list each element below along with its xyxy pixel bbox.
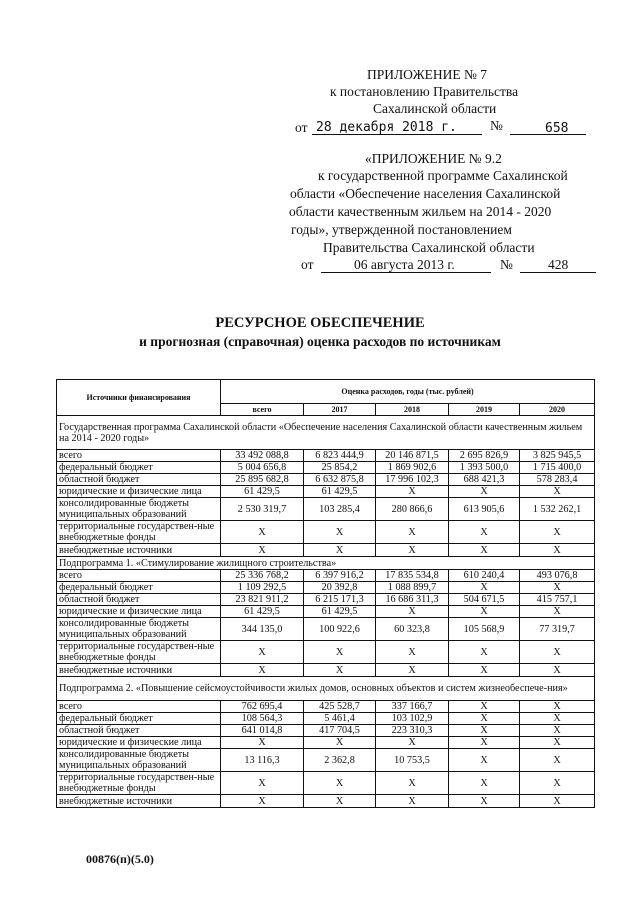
row-label: внебюджетные источники (57, 664, 221, 677)
row-value: Х (520, 701, 595, 713)
row-value: Х (376, 544, 449, 557)
row-value: Х (520, 582, 595, 594)
date-underline (312, 134, 482, 135)
header-col-2020: 2020 (520, 404, 595, 416)
row-value: 1 393 500,0 (449, 462, 520, 474)
row-value: 578 283,4 (520, 474, 595, 486)
row-value: 25 336 768,2 (221, 570, 304, 582)
document-title: РЕСУРСНОЕ ОБЕСПЕЧЕНИЕ (215, 315, 425, 331)
row-value: 6 397 916,2 (304, 570, 376, 582)
row-value: Х (449, 713, 520, 725)
row-label: всего (57, 701, 221, 713)
row-value: 1 109 292,5 (221, 582, 304, 594)
row-value: 417 704,5 (304, 725, 376, 737)
row-value: Х (520, 737, 595, 749)
row-value: 2 530 319,7 (221, 498, 304, 521)
appendix-7-number: 658 (545, 121, 569, 136)
row-value: 103 285,4 (304, 498, 376, 521)
row-value: 1 532 262,1 (520, 498, 595, 521)
table-row (57, 795, 595, 808)
appendix-92-line2: к государственной программе Сахалинской (318, 168, 568, 183)
row-label: юридические и физические лица (57, 606, 221, 618)
table-row (57, 772, 595, 795)
document-code: 00876(п)(5.0) (86, 852, 154, 866)
row-value: Х (221, 795, 304, 808)
appendix-92-num-label: № (500, 257, 513, 272)
row-value: Х (449, 641, 520, 664)
row-value: Х (376, 795, 449, 808)
row-value: Х (449, 486, 520, 498)
row-value: 337 166,7 (376, 701, 449, 713)
row-value: Х (304, 544, 376, 557)
row-value: Х (376, 486, 449, 498)
row-value: Х (449, 664, 520, 677)
row-value: 100 922,6 (304, 618, 376, 641)
appendix-92-line4: области качественным жильем на 2014 - 2020 (289, 204, 552, 219)
table-row (57, 737, 595, 749)
row-value: Х (520, 749, 595, 772)
resource-table (56, 379, 595, 808)
table-row (57, 486, 595, 498)
table-row (57, 725, 595, 737)
row-value: Х (221, 737, 304, 749)
row-value: 23 821 911,2 (221, 594, 304, 606)
row-label: внебюджетные источники (57, 795, 221, 808)
table-row (57, 701, 595, 713)
row-value: 504 671,5 (449, 594, 520, 606)
table-row (57, 570, 595, 582)
row-label: всего (57, 570, 221, 582)
row-value: Х (449, 725, 520, 737)
row-value: 6 823 444,9 (304, 450, 376, 462)
table-row (57, 713, 595, 725)
row-value: Х (449, 737, 520, 749)
appendix-7-from-label: от (295, 120, 308, 135)
row-value: Х (376, 664, 449, 677)
header-source: Источники финансирования (57, 380, 221, 416)
row-value: Х (376, 606, 449, 618)
row-value: Х (520, 772, 595, 795)
header-col-2017: 2017 (304, 404, 376, 416)
table-row (57, 462, 595, 474)
header-col-2018: 2018 (376, 404, 449, 416)
row-value: Х (376, 737, 449, 749)
table-row (57, 749, 595, 772)
table-row (57, 641, 595, 664)
row-value: 1 869 902,6 (376, 462, 449, 474)
table-body (57, 416, 595, 808)
row-value: 25 895 682,8 (221, 474, 304, 486)
row-label: внебюджетные источники (57, 544, 221, 557)
row-value: Х (520, 544, 595, 557)
row-value: 61 429,5 (304, 606, 376, 618)
row-value: Х (221, 664, 304, 677)
section-row (57, 557, 595, 570)
number-underline-2 (520, 272, 596, 273)
row-value: Х (520, 664, 595, 677)
header-col-2019: 2019 (449, 404, 520, 416)
row-value: 13 116,3 (221, 749, 304, 772)
date-underline-2 (321, 272, 491, 273)
row-value: Х (520, 641, 595, 664)
row-value: 344 135,0 (221, 618, 304, 641)
row-value: Х (520, 606, 595, 618)
row-label: территориальные государствен-ные внебюджетные фонды (57, 521, 221, 544)
row-value: 1 088 899,7 (376, 582, 449, 594)
row-value: Х (221, 772, 304, 795)
appendix-7-title: ПРИЛОЖЕНИЕ № 7 (367, 67, 488, 82)
row-value: 280 866,6 (376, 498, 449, 521)
header-estimate: Оценка расходов, годы (тыс. рублей) (221, 380, 595, 404)
document-subtitle: и прогнозная (справочная) оценка расходов по источникам (139, 334, 501, 349)
row-value: Х (449, 772, 520, 795)
section-row (57, 416, 595, 450)
row-value: 17 835 534,8 (376, 570, 449, 582)
row-value: Х (376, 521, 449, 544)
row-value: 3 825 945,5 (520, 450, 595, 462)
row-value: 688 421,3 (449, 474, 520, 486)
row-value: 493 076,8 (520, 570, 595, 582)
row-value: 33 492 088,8 (221, 450, 304, 462)
table-row (57, 664, 595, 677)
table-row (57, 606, 595, 618)
row-label: территориальные государствен-ные внебюджетные фонды (57, 641, 221, 664)
row-value: Х (449, 606, 520, 618)
table-row (57, 498, 595, 521)
row-value: 5 461,4 (304, 713, 376, 725)
appendix-92-line3: области «Обеспечение населения Сахалинской (290, 186, 561, 201)
row-value: Х (376, 772, 449, 795)
row-value: 61 429,5 (221, 486, 304, 498)
row-value: Х (449, 521, 520, 544)
row-value: 17 996 102,3 (376, 474, 449, 486)
row-value: Х (221, 641, 304, 664)
appendix-92-line6: Правительства Сахалинской области (323, 240, 535, 255)
row-value: Х (449, 701, 520, 713)
header-col-total: всего (221, 404, 304, 416)
row-value: 613 905,6 (449, 498, 520, 521)
row-label: федеральный бюджет (57, 713, 221, 725)
table-row (57, 450, 595, 462)
table-row (57, 474, 595, 486)
table-row (57, 521, 595, 544)
row-value: Х (449, 795, 520, 808)
row-value: 223 310,3 (376, 725, 449, 737)
row-value: 60 323,8 (376, 618, 449, 641)
row-value: Х (376, 641, 449, 664)
row-value: 16 686 311,3 (376, 594, 449, 606)
appendix-92-date: 06 августа 2013 г. (354, 257, 455, 272)
row-value: Х (304, 795, 376, 808)
row-value: 77 319,7 (520, 618, 595, 641)
appendix-7-line2: к постановлению Правительства (330, 84, 519, 99)
row-value: 20 146 871,5 (376, 450, 449, 462)
row-label: консолидированные бюджеты муниципальных образований (57, 618, 221, 641)
row-value: Х (449, 749, 520, 772)
row-value: Х (304, 737, 376, 749)
row-value: Х (520, 521, 595, 544)
row-value: 610 240,4 (449, 570, 520, 582)
row-value: Х (304, 521, 376, 544)
row-value: 61 429,5 (221, 606, 304, 618)
row-value: 6 632 875,8 (304, 474, 376, 486)
row-value: Х (520, 725, 595, 737)
row-value: 108 564,3 (221, 713, 304, 725)
appendix-92-line5: годы», утвержденной постановлением (291, 222, 512, 237)
row-value: Х (221, 521, 304, 544)
row-label: федеральный бюджет (57, 462, 221, 474)
row-value: 2 362,8 (304, 749, 376, 772)
row-value: 2 695 826,9 (449, 450, 520, 462)
row-label: юридические и физические лица (57, 737, 221, 749)
appendix-7-num-label: № (490, 118, 503, 133)
appendix-92-number: 428 (548, 257, 569, 272)
row-label: всего (57, 450, 221, 462)
row-value: 20 392,8 (304, 582, 376, 594)
section-title: Подпрограмма 2. «Повышение сейсмоустойчивости жилых домов, основных объектов и систем жизнеобеспече-ния» (57, 677, 595, 701)
row-value: Х (520, 486, 595, 498)
appendix-7-line3: Сахалинской области (373, 101, 497, 116)
section-row (57, 677, 595, 701)
row-value: 6 215 171,3 (304, 594, 376, 606)
row-label: областной бюджет (57, 474, 221, 486)
table-row (57, 544, 595, 557)
row-value: Х (304, 664, 376, 677)
row-value: Х (449, 544, 520, 557)
number-underline (510, 134, 586, 135)
row-label: юридические и физические лица (57, 486, 221, 498)
table-row (57, 582, 595, 594)
row-value: Х (449, 582, 520, 594)
row-value: 425 528,7 (304, 701, 376, 713)
row-label: территориальные государствен-ные внебюджетные фонды (57, 772, 221, 795)
row-value: 103 102,9 (376, 713, 449, 725)
row-label: областной бюджет (57, 594, 221, 606)
section-title: Государственная программа Сахалинской области «Обеспечение населения Сахалинской области качественным жильем на 2014 - 2020 годы» (57, 416, 595, 450)
row-value: 641 014,8 (221, 725, 304, 737)
table-row (57, 618, 595, 641)
row-value: Х (221, 544, 304, 557)
row-value: Х (520, 713, 595, 725)
row-value: 10 753,5 (376, 749, 449, 772)
row-value: 5 004 656,8 (221, 462, 304, 474)
row-value: 61 429,5 (304, 486, 376, 498)
row-value: Х (304, 772, 376, 795)
row-value: 762 695,4 (221, 701, 304, 713)
appendix-92-title: «ПРИЛОЖЕНИЕ № 9.2 (365, 151, 502, 166)
row-value: Х (520, 795, 595, 808)
row-value: 25 854,2 (304, 462, 376, 474)
table-row (57, 594, 595, 606)
row-value: 1 715 400,0 (520, 462, 595, 474)
row-label: консолидированные бюджеты муниципальных образований (57, 749, 221, 772)
row-label: федеральный бюджет (57, 582, 221, 594)
row-label: областной бюджет (57, 725, 221, 737)
row-value: Х (304, 641, 376, 664)
appendix-7-date: 28 декабря 2018 г. (316, 120, 457, 135)
row-value: 105 568,9 (449, 618, 520, 641)
row-value: 415 757,1 (520, 594, 595, 606)
row-label: консолидированные бюджеты муниципальных образований (57, 498, 221, 521)
appendix-92-from-label: от (301, 257, 314, 272)
section-title: Подпрограмма 1. «Стимулирование жилищного строительства» (57, 557, 595, 570)
